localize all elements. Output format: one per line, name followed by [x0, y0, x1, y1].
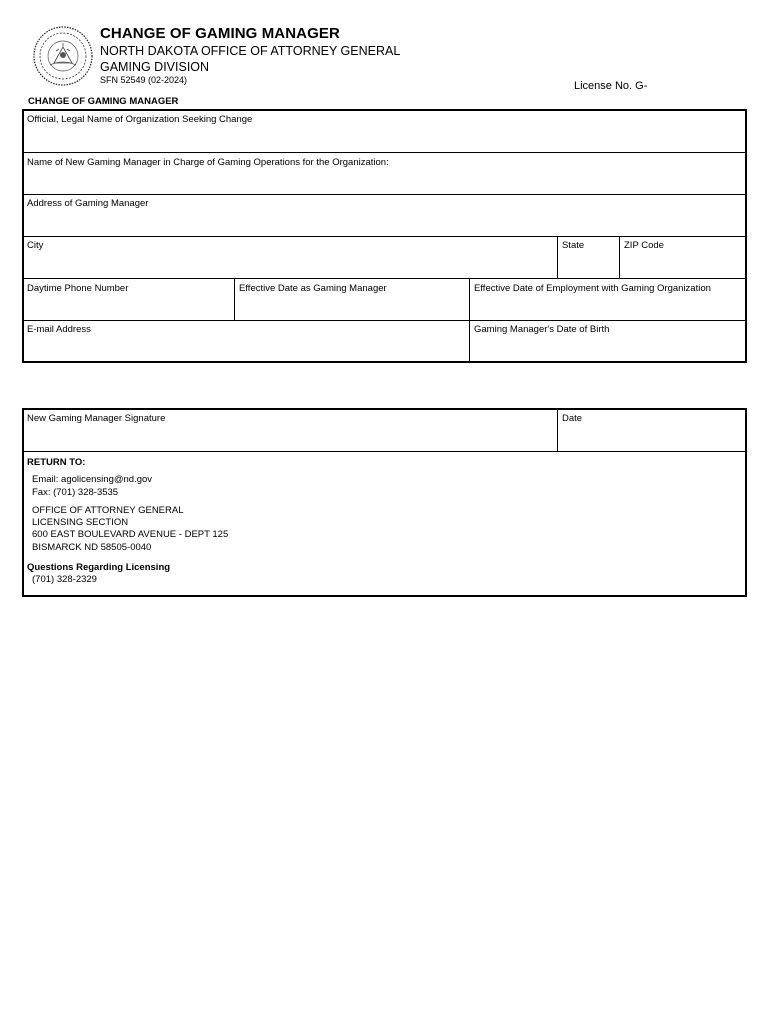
col-divider	[557, 236, 558, 278]
employment-date-field[interactable]: Effective Date of Employment with Gaming Organization	[474, 283, 711, 294]
col-divider	[234, 278, 235, 320]
office-name: NORTH DAKOTA OFFICE OF ATTORNEY GENERAL	[100, 44, 401, 58]
address-line: BISMARCK ND 58505-0040	[32, 541, 152, 553]
return-email: Email: agolicensing@nd.gov	[32, 474, 153, 486]
col-divider	[557, 408, 558, 451]
address-line: 600 EAST BOULEVARD AVENUE - DEPT 125	[32, 529, 229, 541]
address-field[interactable]: Address of Gaming Manager	[27, 198, 149, 209]
row-divider	[22, 236, 747, 237]
city-field[interactable]: City	[27, 240, 44, 251]
state-seal-icon	[32, 25, 94, 87]
col-divider	[619, 236, 620, 278]
date-of-birth-field[interactable]: Gaming Manager's Date of Birth	[474, 324, 610, 335]
questions-phone: (701) 328-2329	[32, 574, 97, 586]
new-manager-name-field[interactable]: Name of New Gaming Manager in Charge of Gaming Operations for the Organization:	[27, 157, 389, 168]
org-name-field[interactable]: Official, Legal Name of Organization Seeking Change	[27, 114, 253, 125]
row-divider	[22, 320, 747, 321]
row-divider	[22, 451, 747, 452]
signature-date-field[interactable]: Date	[562, 413, 583, 424]
address-line: LICENSING SECTION	[32, 517, 129, 529]
phone-field[interactable]: Daytime Phone Number	[27, 283, 129, 294]
address-line: OFFICE OF ATTORNEY GENERAL	[32, 504, 184, 516]
row-divider	[22, 278, 747, 279]
return-to-heading: RETURN TO:	[27, 457, 86, 468]
form-number: SFN 52549 (02-2024)	[100, 75, 188, 85]
row-divider	[22, 194, 747, 195]
return-fax: Fax: (701) 328-3535	[32, 486, 119, 498]
section-title: CHANGE OF GAMING MANAGER	[28, 96, 179, 107]
division-name: GAMING DIVISION	[100, 60, 210, 74]
zip-code-field[interactable]: ZIP Code	[624, 240, 664, 251]
email-field[interactable]: E-mail Address	[27, 324, 91, 335]
license-number-label[interactable]: License No. G-	[574, 80, 648, 92]
state-field[interactable]: State	[562, 240, 585, 251]
row-divider	[22, 152, 747, 153]
form-title: CHANGE OF GAMING MANAGER	[100, 25, 340, 42]
questions-heading: Questions Regarding Licensing	[27, 562, 171, 574]
col-divider	[469, 278, 470, 363]
signature-field[interactable]: New Gaming Manager Signature	[27, 413, 166, 424]
return-to-block	[27, 457, 228, 587]
effective-date-field[interactable]: Effective Date as Gaming Manager	[239, 283, 387, 294]
